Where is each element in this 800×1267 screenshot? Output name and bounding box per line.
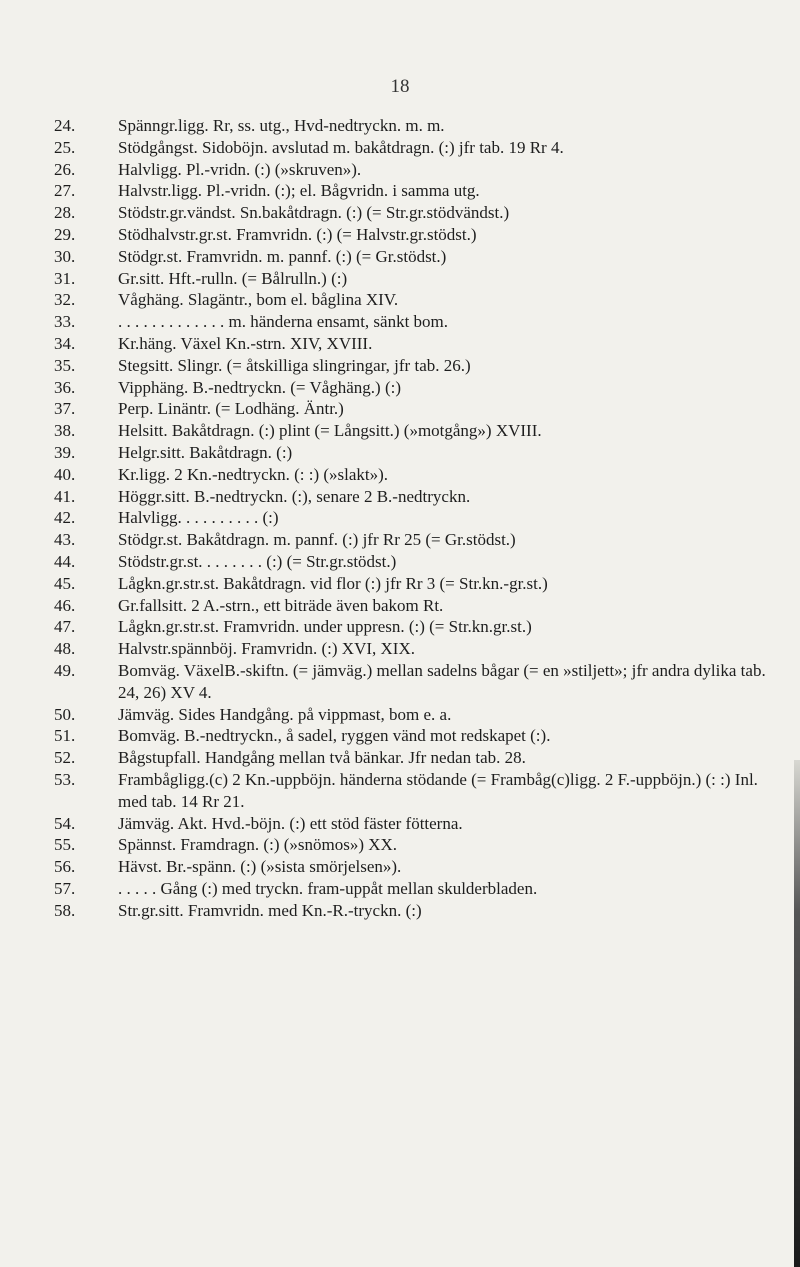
item-number: 41. xyxy=(54,486,76,506)
item-number: 24. xyxy=(54,116,76,135)
item-number: 43. xyxy=(54,530,76,550)
item-text: Bomväg. B.-nedtryckn., å sadel, ryggen vänd mot redskapet (:). xyxy=(118,726,551,746)
item-number: 46. xyxy=(54,595,76,615)
item-text: Jämväg. Sides Handgång. på vippmast, bom e. a. xyxy=(118,704,452,724)
item-number: 45. xyxy=(54,573,76,593)
item-text: Spännst. Framdragn. (:) (»snömos») XX. xyxy=(118,835,398,855)
list-item xyxy=(54,878,774,900)
list-item xyxy=(54,311,774,333)
item-number: 40. xyxy=(54,464,76,484)
item-number: 44. xyxy=(54,551,76,571)
item-number: 26. xyxy=(54,159,76,179)
item-number: 48. xyxy=(54,639,76,659)
item-number: 53. xyxy=(54,769,76,789)
list-item xyxy=(54,660,774,704)
item-text: Bågstupfall. Handgång mellan två bänkar. Jfr nedan tab. 28. xyxy=(118,748,526,768)
scan-edge xyxy=(794,760,800,1267)
item-number: 25. xyxy=(54,137,76,157)
item-number: 56. xyxy=(54,857,76,877)
item-number: 50. xyxy=(54,704,76,724)
item-text: Stödgångst. Sidoböjn. avslutad m. bakåtdragn. (:) jfr tab. 19 Rr 4. xyxy=(118,137,564,157)
item-text: Våghäng. Slagäntr., bom el. båglina XIV. xyxy=(118,290,399,310)
list-item xyxy=(54,573,774,595)
item-text: Gr.fallsitt. 2 A.-strn., ett biträde även bakom Rt. xyxy=(118,595,444,615)
list-item xyxy=(54,813,774,835)
list-item xyxy=(54,834,774,856)
list-item xyxy=(54,551,774,573)
list-item xyxy=(54,377,774,399)
item-text: Frambågligg.(c) 2 Kn.-uppböjn. händerna stödande (= Frambåg(c)ligg. 2 F.-uppböjn.) (: :) Inl. med tab. 14 Rr 21. xyxy=(118,769,758,811)
list-item xyxy=(54,289,774,311)
item-number: 55. xyxy=(54,835,76,855)
item-number: 57. xyxy=(54,878,76,898)
item-number: 35. xyxy=(54,355,76,375)
item-text: Stegsitt. Slingr. (= åtskilliga slingringar, jfr tab. 26.) xyxy=(118,355,471,375)
page-number: 18 xyxy=(390,76,410,97)
item-number: 42. xyxy=(54,508,76,528)
item-text: Halvligg. . . . . . . . . . (:) xyxy=(118,508,279,528)
list-item xyxy=(54,268,774,290)
list-item xyxy=(54,747,774,769)
item-text: Stödgr.st. Bakåtdragn. m. pannf. (:) jfr Rr 25 (= Gr.stödst.) xyxy=(118,530,516,550)
list-item xyxy=(54,725,774,747)
list-item xyxy=(54,704,774,726)
list-item xyxy=(54,398,774,420)
list-item xyxy=(54,638,774,660)
list-item xyxy=(54,769,774,813)
item-number: 58. xyxy=(54,900,76,920)
item-text: Jämväg. Akt. Hvd.-böjn. (:) ett stöd fäster fötterna. xyxy=(118,813,463,833)
item-text: Höggr.sitt. B.-nedtryckn. (:), senare 2 B.-nedtryckn. xyxy=(118,486,471,506)
item-text: . . . . . Gång (:) med tryckn. fram-uppåt mellan skulderbladen. xyxy=(118,878,538,898)
item-number: 37. xyxy=(54,399,76,419)
list-item xyxy=(54,333,774,355)
item-text: Kr.häng. Växel Kn.-strn. XIV, XVIII. xyxy=(118,333,373,353)
list-item xyxy=(54,529,774,551)
item-text: Stödstr.gr.st. . . . . . . . (:) (= Str.gr.stödst.) xyxy=(118,551,397,571)
item-number: 52. xyxy=(54,748,76,768)
item-number: 49. xyxy=(54,660,76,680)
list-item xyxy=(54,507,774,529)
item-text: Gr.sitt. Hft.-rulln. (= Bålrulln.) (:) xyxy=(118,268,348,288)
item-number: 51. xyxy=(54,726,76,746)
item-number: 30. xyxy=(54,246,76,266)
item-text: Halvstr.ligg. Pl.-vridn. (:); el. Bågvridn. i samma utg. xyxy=(118,181,480,201)
item-number: 31. xyxy=(54,268,76,288)
item-text: Lågkn.gr.str.st. Framvridn. under uppresn. (:) (= Str.kn.gr.st.) xyxy=(118,617,532,637)
item-number: 47. xyxy=(54,617,76,637)
list-item xyxy=(54,595,774,617)
list-item xyxy=(54,202,774,224)
list-item xyxy=(54,856,774,878)
item-number: 33. xyxy=(54,312,76,332)
item-text: Stödstr.gr.vändst. Sn.bakåtdragn. (:) (= Str.gr.stödvändst.) xyxy=(118,203,510,223)
item-text: Stödhalvstr.gr.st. Framvridn. (:) (= Halvstr.gr.stödst.) xyxy=(118,224,477,244)
list-item xyxy=(54,442,774,464)
item-text: Stödgr.st. Framvridn. m. pannf. (:) (= Gr.stödst.) xyxy=(118,246,447,266)
item-text: Halvstr.spännböj. Framvridn. (:) XVI, XIX. xyxy=(118,639,415,659)
item-text: . . . . . . . . . . . . . m. händerna ensamt, sänkt bom. xyxy=(118,312,449,332)
item-number: 34. xyxy=(54,333,76,353)
item-text: Helgr.sitt. Bakåtdragn. (:) xyxy=(118,442,293,462)
item-text: Perp. Linäntr. (= Lodhäng. Äntr.) xyxy=(118,399,344,419)
item-text: Bomväg. VäxelB.-skiftn. (= jämväg.) mellan sadelns bågar (= en »stiljett»; jfr andra dylika tab. 24, 26) XV 4. xyxy=(118,660,766,702)
list-item xyxy=(54,159,774,181)
item-number: 28. xyxy=(54,203,76,223)
list-item xyxy=(54,246,774,268)
list-item xyxy=(54,616,774,638)
item-text: Hävst. Br.-spänn. (:) (»sista smörjelsen»). xyxy=(118,857,402,877)
list-item xyxy=(54,180,774,202)
item-text: Helsitt. Bakåtdragn. (:) plint (= Långsitt.) (»motgång») XVIII. xyxy=(118,421,542,441)
exercise-list xyxy=(54,115,774,921)
list-item xyxy=(54,115,774,137)
item-number: 32. xyxy=(54,290,76,310)
list-item xyxy=(54,355,774,377)
list-item xyxy=(54,224,774,246)
list-item xyxy=(54,464,774,486)
item-text: Halvligg. Pl.-vridn. (:) (»skruven»). xyxy=(118,159,362,179)
item-text: Vipphäng. B.-nedtryckn. (= Våghäng.) (:) xyxy=(118,377,402,397)
list-item xyxy=(54,486,774,508)
item-text: Str.gr.sitt. Framvridn. med Kn.-R.-tryckn. (:) xyxy=(118,900,422,920)
item-number: 27. xyxy=(54,181,76,201)
item-text: Lågkn.gr.str.st. Bakåtdragn. vid flor (:) jfr Rr 3 (= Str.kn.-gr.st.) xyxy=(118,573,548,593)
item-number: 54. xyxy=(54,813,76,833)
item-number: 29. xyxy=(54,224,76,244)
item-number: 36. xyxy=(54,377,76,397)
list-item xyxy=(54,900,774,922)
item-text: Spänngr.ligg. Rr, ss. utg., Hvd-nedtryckn. m. m. xyxy=(118,116,445,135)
item-text: Kr.ligg. 2 Kn.-nedtryckn. (: :) (»slakt»). xyxy=(118,464,389,484)
item-number: 39. xyxy=(54,442,76,462)
list-item xyxy=(54,137,774,159)
list-item xyxy=(54,420,774,442)
item-number: 38. xyxy=(54,421,76,441)
